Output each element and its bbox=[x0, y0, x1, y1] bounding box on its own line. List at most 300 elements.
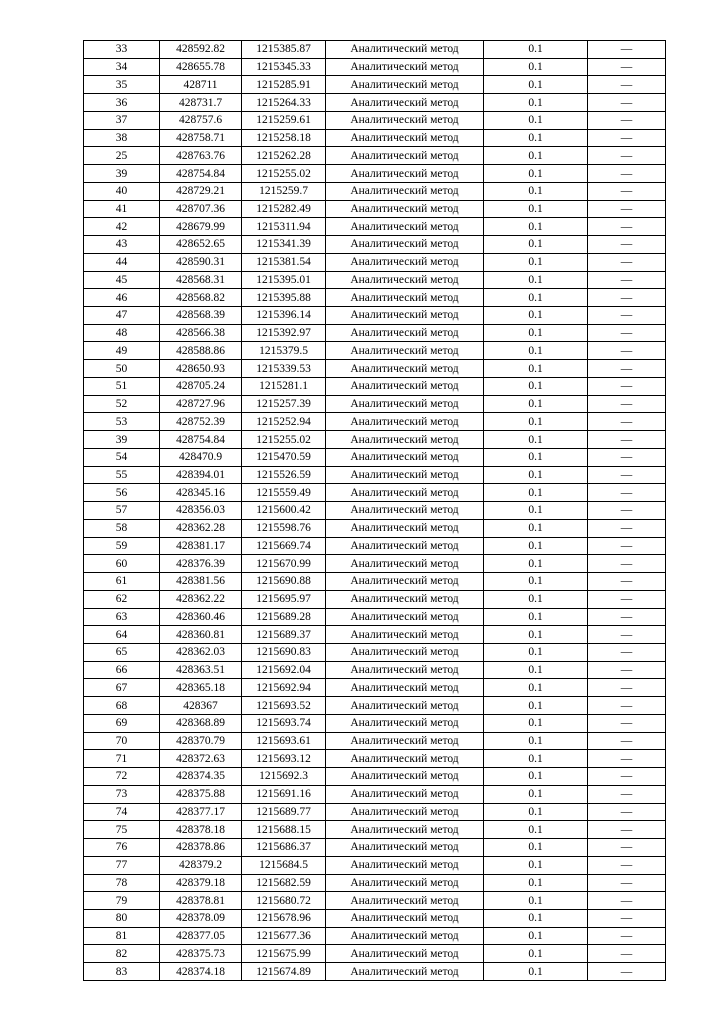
method-cell: Аналитический метод bbox=[326, 732, 484, 750]
description-cell: — bbox=[588, 573, 666, 591]
method-cell: Аналитический метод bbox=[326, 182, 484, 200]
table-row bbox=[84, 785, 666, 803]
table-row bbox=[84, 129, 666, 147]
point-number-cell: 57 bbox=[84, 502, 160, 520]
y-coordinate-cell: 1215598.76 bbox=[242, 519, 326, 537]
method-cell: Аналитический метод bbox=[326, 750, 484, 768]
x-coordinate-cell: 428754.84 bbox=[160, 431, 242, 449]
table-row bbox=[84, 466, 666, 484]
x-coordinate-cell: 428763.76 bbox=[160, 147, 242, 165]
method-cell: Аналитический метод bbox=[326, 76, 484, 94]
description-cell: — bbox=[588, 342, 666, 360]
method-cell: Аналитический метод bbox=[326, 324, 484, 342]
table-row bbox=[84, 626, 666, 644]
point-number-cell: 74 bbox=[84, 803, 160, 821]
point-number-cell: 68 bbox=[84, 697, 160, 715]
description-cell: — bbox=[588, 484, 666, 502]
table-row bbox=[84, 484, 666, 502]
accuracy-cell: 0.1 bbox=[484, 839, 588, 857]
x-coordinate-cell: 428381.56 bbox=[160, 573, 242, 591]
description-cell: — bbox=[588, 271, 666, 289]
point-number-cell: 62 bbox=[84, 590, 160, 608]
accuracy-cell: 0.1 bbox=[484, 448, 588, 466]
table-row bbox=[84, 573, 666, 591]
description-cell: — bbox=[588, 253, 666, 271]
point-number-cell: 80 bbox=[84, 909, 160, 927]
method-cell: Аналитический метод bbox=[326, 626, 484, 644]
point-number-cell: 70 bbox=[84, 732, 160, 750]
point-number-cell: 60 bbox=[84, 555, 160, 573]
y-coordinate-cell: 1215693.12 bbox=[242, 750, 326, 768]
description-cell: — bbox=[588, 377, 666, 395]
x-coordinate-cell: 428375.88 bbox=[160, 785, 242, 803]
accuracy-cell: 0.1 bbox=[484, 307, 588, 325]
method-cell: Аналитический метод bbox=[326, 714, 484, 732]
y-coordinate-cell: 1215395.01 bbox=[242, 271, 326, 289]
coordinates-table-body bbox=[84, 41, 666, 981]
description-cell: — bbox=[588, 785, 666, 803]
table-row bbox=[84, 856, 666, 874]
method-cell: Аналитический метод bbox=[326, 909, 484, 927]
accuracy-cell: 0.1 bbox=[484, 395, 588, 413]
method-cell: Аналитический метод bbox=[326, 307, 484, 325]
table-row bbox=[84, 892, 666, 910]
description-cell: — bbox=[588, 839, 666, 857]
description-cell: — bbox=[588, 360, 666, 378]
accuracy-cell: 0.1 bbox=[484, 626, 588, 644]
y-coordinate-cell: 1215282.49 bbox=[242, 200, 326, 218]
point-number-cell: 25 bbox=[84, 147, 160, 165]
table-row bbox=[84, 307, 666, 325]
description-cell: — bbox=[588, 519, 666, 537]
x-coordinate-cell: 428650.93 bbox=[160, 360, 242, 378]
y-coordinate-cell: 1215381.54 bbox=[242, 253, 326, 271]
x-coordinate-cell: 428729.21 bbox=[160, 182, 242, 200]
x-coordinate-cell: 428568.31 bbox=[160, 271, 242, 289]
x-coordinate-cell: 428375.73 bbox=[160, 945, 242, 963]
description-cell: — bbox=[588, 236, 666, 254]
method-cell: Аналитический метод bbox=[326, 413, 484, 431]
method-cell: Аналитический метод bbox=[326, 236, 484, 254]
description-cell: — bbox=[588, 892, 666, 910]
point-number-cell: 53 bbox=[84, 413, 160, 431]
description-cell: — bbox=[588, 395, 666, 413]
method-cell: Аналитический метод bbox=[326, 342, 484, 360]
y-coordinate-cell: 1215680.72 bbox=[242, 892, 326, 910]
table-row bbox=[84, 697, 666, 715]
x-coordinate-cell: 428379.2 bbox=[160, 856, 242, 874]
table-row bbox=[84, 431, 666, 449]
y-coordinate-cell: 1215341.39 bbox=[242, 236, 326, 254]
description-cell: — bbox=[588, 927, 666, 945]
description-cell: — bbox=[588, 502, 666, 520]
table-row bbox=[84, 147, 666, 165]
y-coordinate-cell: 1215470.59 bbox=[242, 448, 326, 466]
accuracy-cell: 0.1 bbox=[484, 431, 588, 449]
x-coordinate-cell: 428360.46 bbox=[160, 608, 242, 626]
method-cell: Аналитический метод bbox=[326, 41, 484, 59]
x-coordinate-cell: 428377.05 bbox=[160, 927, 242, 945]
table-row bbox=[84, 909, 666, 927]
x-coordinate-cell: 428378.81 bbox=[160, 892, 242, 910]
x-coordinate-cell: 428363.51 bbox=[160, 661, 242, 679]
method-cell: Аналитический метод bbox=[326, 129, 484, 147]
table-row bbox=[84, 821, 666, 839]
method-cell: Аналитический метод bbox=[326, 58, 484, 76]
point-number-cell: 54 bbox=[84, 448, 160, 466]
x-coordinate-cell: 428568.82 bbox=[160, 289, 242, 307]
point-number-cell: 39 bbox=[84, 431, 160, 449]
point-number-cell: 63 bbox=[84, 608, 160, 626]
method-cell: Аналитический метод bbox=[326, 874, 484, 892]
x-coordinate-cell: 428377.17 bbox=[160, 803, 242, 821]
description-cell: — bbox=[588, 626, 666, 644]
y-coordinate-cell: 1215693.52 bbox=[242, 697, 326, 715]
y-coordinate-cell: 1215345.33 bbox=[242, 58, 326, 76]
table-row bbox=[84, 395, 666, 413]
x-coordinate-cell: 428378.09 bbox=[160, 909, 242, 927]
x-coordinate-cell: 428679.99 bbox=[160, 218, 242, 236]
method-cell: Аналитический метод bbox=[326, 803, 484, 821]
description-cell: — bbox=[588, 732, 666, 750]
accuracy-cell: 0.1 bbox=[484, 182, 588, 200]
x-coordinate-cell: 428345.16 bbox=[160, 484, 242, 502]
x-coordinate-cell: 428590.31 bbox=[160, 253, 242, 271]
method-cell: Аналитический метод bbox=[326, 200, 484, 218]
point-number-cell: 66 bbox=[84, 661, 160, 679]
y-coordinate-cell: 1215690.88 bbox=[242, 573, 326, 591]
point-number-cell: 50 bbox=[84, 360, 160, 378]
method-cell: Аналитический метод bbox=[326, 377, 484, 395]
x-coordinate-cell: 428381.17 bbox=[160, 537, 242, 555]
description-cell: — bbox=[588, 963, 666, 981]
point-number-cell: 71 bbox=[84, 750, 160, 768]
y-coordinate-cell: 1215396.14 bbox=[242, 307, 326, 325]
method-cell: Аналитический метод bbox=[326, 892, 484, 910]
point-number-cell: 82 bbox=[84, 945, 160, 963]
y-coordinate-cell: 1215670.99 bbox=[242, 555, 326, 573]
method-cell: Аналитический метод bbox=[326, 856, 484, 874]
point-number-cell: 65 bbox=[84, 643, 160, 661]
x-coordinate-cell: 428379.18 bbox=[160, 874, 242, 892]
method-cell: Аналитический метод bbox=[326, 289, 484, 307]
accuracy-cell: 0.1 bbox=[484, 129, 588, 147]
y-coordinate-cell: 1215255.02 bbox=[242, 165, 326, 183]
point-number-cell: 67 bbox=[84, 679, 160, 697]
accuracy-cell: 0.1 bbox=[484, 803, 588, 821]
point-number-cell: 59 bbox=[84, 537, 160, 555]
y-coordinate-cell: 1215692.94 bbox=[242, 679, 326, 697]
accuracy-cell: 0.1 bbox=[484, 927, 588, 945]
method-cell: Аналитический метод bbox=[326, 94, 484, 112]
accuracy-cell: 0.1 bbox=[484, 874, 588, 892]
y-coordinate-cell: 1215695.97 bbox=[242, 590, 326, 608]
y-coordinate-cell: 1215285.91 bbox=[242, 76, 326, 94]
point-number-cell: 81 bbox=[84, 927, 160, 945]
accuracy-cell: 0.1 bbox=[484, 342, 588, 360]
accuracy-cell: 0.1 bbox=[484, 324, 588, 342]
accuracy-cell: 0.1 bbox=[484, 537, 588, 555]
x-coordinate-cell: 428566.38 bbox=[160, 324, 242, 342]
accuracy-cell: 0.1 bbox=[484, 945, 588, 963]
method-cell: Аналитический метод bbox=[326, 448, 484, 466]
description-cell: — bbox=[588, 200, 666, 218]
table-row bbox=[84, 590, 666, 608]
accuracy-cell: 0.1 bbox=[484, 590, 588, 608]
y-coordinate-cell: 1215311.94 bbox=[242, 218, 326, 236]
x-coordinate-cell: 428592.82 bbox=[160, 41, 242, 59]
y-coordinate-cell: 1215600.42 bbox=[242, 502, 326, 520]
method-cell: Аналитический метод bbox=[326, 821, 484, 839]
table-row bbox=[84, 732, 666, 750]
y-coordinate-cell: 1215689.37 bbox=[242, 626, 326, 644]
x-coordinate-cell: 428367 bbox=[160, 697, 242, 715]
x-coordinate-cell: 428588.86 bbox=[160, 342, 242, 360]
description-cell: — bbox=[588, 537, 666, 555]
x-coordinate-cell: 428365.18 bbox=[160, 679, 242, 697]
x-coordinate-cell: 428652.65 bbox=[160, 236, 242, 254]
x-coordinate-cell: 428707.36 bbox=[160, 200, 242, 218]
x-coordinate-cell: 428372.63 bbox=[160, 750, 242, 768]
description-cell: — bbox=[588, 129, 666, 147]
x-coordinate-cell: 428376.39 bbox=[160, 555, 242, 573]
description-cell: — bbox=[588, 714, 666, 732]
method-cell: Аналитический метод bbox=[326, 253, 484, 271]
accuracy-cell: 0.1 bbox=[484, 484, 588, 502]
table-row bbox=[84, 342, 666, 360]
table-row bbox=[84, 945, 666, 963]
method-cell: Аналитический метод bbox=[326, 218, 484, 236]
y-coordinate-cell: 1215690.83 bbox=[242, 643, 326, 661]
x-coordinate-cell: 428757.6 bbox=[160, 111, 242, 129]
x-coordinate-cell: 428360.81 bbox=[160, 626, 242, 644]
table-row bbox=[84, 519, 666, 537]
accuracy-cell: 0.1 bbox=[484, 679, 588, 697]
method-cell: Аналитический метод bbox=[326, 963, 484, 981]
description-cell: — bbox=[588, 448, 666, 466]
method-cell: Аналитический метод bbox=[326, 502, 484, 520]
y-coordinate-cell: 1215379.5 bbox=[242, 342, 326, 360]
table-row bbox=[84, 661, 666, 679]
table-row bbox=[84, 643, 666, 661]
table-row bbox=[84, 803, 666, 821]
accuracy-cell: 0.1 bbox=[484, 697, 588, 715]
y-coordinate-cell: 1215262.28 bbox=[242, 147, 326, 165]
description-cell: — bbox=[588, 94, 666, 112]
x-coordinate-cell: 428394.01 bbox=[160, 466, 242, 484]
x-coordinate-cell: 428378.18 bbox=[160, 821, 242, 839]
y-coordinate-cell: 1215258.18 bbox=[242, 129, 326, 147]
point-number-cell: 64 bbox=[84, 626, 160, 644]
accuracy-cell: 0.1 bbox=[484, 360, 588, 378]
description-cell: — bbox=[588, 661, 666, 679]
x-coordinate-cell: 428705.24 bbox=[160, 377, 242, 395]
coordinates-table bbox=[83, 40, 666, 981]
point-number-cell: 48 bbox=[84, 324, 160, 342]
y-coordinate-cell: 1215678.96 bbox=[242, 909, 326, 927]
y-coordinate-cell: 1215339.53 bbox=[242, 360, 326, 378]
y-coordinate-cell: 1215686.37 bbox=[242, 839, 326, 857]
table-row bbox=[84, 714, 666, 732]
method-cell: Аналитический метод bbox=[326, 573, 484, 591]
point-number-cell: 34 bbox=[84, 58, 160, 76]
method-cell: Аналитический метод bbox=[326, 661, 484, 679]
x-coordinate-cell: 428368.89 bbox=[160, 714, 242, 732]
method-cell: Аналитический метод bbox=[326, 395, 484, 413]
x-coordinate-cell: 428374.35 bbox=[160, 768, 242, 786]
table-row bbox=[84, 236, 666, 254]
point-number-cell: 58 bbox=[84, 519, 160, 537]
description-cell: — bbox=[588, 945, 666, 963]
table-row bbox=[84, 839, 666, 857]
accuracy-cell: 0.1 bbox=[484, 555, 588, 573]
description-cell: — bbox=[588, 555, 666, 573]
accuracy-cell: 0.1 bbox=[484, 253, 588, 271]
table-row bbox=[84, 165, 666, 183]
accuracy-cell: 0.1 bbox=[484, 413, 588, 431]
x-coordinate-cell: 428568.39 bbox=[160, 307, 242, 325]
method-cell: Аналитический метод bbox=[326, 111, 484, 129]
description-cell: — bbox=[588, 608, 666, 626]
accuracy-cell: 0.1 bbox=[484, 519, 588, 537]
point-number-cell: 72 bbox=[84, 768, 160, 786]
x-coordinate-cell: 428378.86 bbox=[160, 839, 242, 857]
accuracy-cell: 0.1 bbox=[484, 892, 588, 910]
accuracy-cell: 0.1 bbox=[484, 750, 588, 768]
y-coordinate-cell: 1215526.59 bbox=[242, 466, 326, 484]
y-coordinate-cell: 1215264.33 bbox=[242, 94, 326, 112]
table-row bbox=[84, 76, 666, 94]
point-number-cell: 51 bbox=[84, 377, 160, 395]
method-cell: Аналитический метод bbox=[326, 643, 484, 661]
method-cell: Аналитический метод bbox=[326, 147, 484, 165]
table-row bbox=[84, 768, 666, 786]
method-cell: Аналитический метод bbox=[326, 537, 484, 555]
table-row bbox=[84, 253, 666, 271]
x-coordinate-cell: 428362.22 bbox=[160, 590, 242, 608]
accuracy-cell: 0.1 bbox=[484, 76, 588, 94]
table-row bbox=[84, 377, 666, 395]
accuracy-cell: 0.1 bbox=[484, 732, 588, 750]
point-number-cell: 33 bbox=[84, 41, 160, 59]
point-number-cell: 36 bbox=[84, 94, 160, 112]
x-coordinate-cell: 428711 bbox=[160, 76, 242, 94]
table-row bbox=[84, 271, 666, 289]
description-cell: — bbox=[588, 909, 666, 927]
description-cell: — bbox=[588, 431, 666, 449]
x-coordinate-cell: 428731.7 bbox=[160, 94, 242, 112]
accuracy-cell: 0.1 bbox=[484, 289, 588, 307]
y-coordinate-cell: 1215677.36 bbox=[242, 927, 326, 945]
accuracy-cell: 0.1 bbox=[484, 502, 588, 520]
description-cell: — bbox=[588, 289, 666, 307]
x-coordinate-cell: 428758.71 bbox=[160, 129, 242, 147]
method-cell: Аналитический метод bbox=[326, 590, 484, 608]
accuracy-cell: 0.1 bbox=[484, 573, 588, 591]
accuracy-cell: 0.1 bbox=[484, 41, 588, 59]
description-cell: — bbox=[588, 111, 666, 129]
accuracy-cell: 0.1 bbox=[484, 714, 588, 732]
point-number-cell: 73 bbox=[84, 785, 160, 803]
table-row bbox=[84, 94, 666, 112]
accuracy-cell: 0.1 bbox=[484, 94, 588, 112]
y-coordinate-cell: 1215689.77 bbox=[242, 803, 326, 821]
y-coordinate-cell: 1215559.49 bbox=[242, 484, 326, 502]
description-cell: — bbox=[588, 466, 666, 484]
accuracy-cell: 0.1 bbox=[484, 200, 588, 218]
method-cell: Аналитический метод bbox=[326, 697, 484, 715]
description-cell: — bbox=[588, 147, 666, 165]
table-row bbox=[84, 58, 666, 76]
point-number-cell: 56 bbox=[84, 484, 160, 502]
y-coordinate-cell: 1215689.28 bbox=[242, 608, 326, 626]
method-cell: Аналитический метод bbox=[326, 945, 484, 963]
description-cell: — bbox=[588, 874, 666, 892]
description-cell: — bbox=[588, 590, 666, 608]
point-number-cell: 41 bbox=[84, 200, 160, 218]
point-number-cell: 47 bbox=[84, 307, 160, 325]
x-coordinate-cell: 428470.9 bbox=[160, 448, 242, 466]
y-coordinate-cell: 1215669.74 bbox=[242, 537, 326, 555]
method-cell: Аналитический метод bbox=[326, 484, 484, 502]
y-coordinate-cell: 1215259.61 bbox=[242, 111, 326, 129]
accuracy-cell: 0.1 bbox=[484, 643, 588, 661]
table-row bbox=[84, 750, 666, 768]
table-row bbox=[84, 679, 666, 697]
point-number-cell: 43 bbox=[84, 236, 160, 254]
method-cell: Аналитический метод bbox=[326, 785, 484, 803]
method-cell: Аналитический метод bbox=[326, 466, 484, 484]
accuracy-cell: 0.1 bbox=[484, 768, 588, 786]
accuracy-cell: 0.1 bbox=[484, 821, 588, 839]
method-cell: Аналитический метод bbox=[326, 165, 484, 183]
accuracy-cell: 0.1 bbox=[484, 377, 588, 395]
accuracy-cell: 0.1 bbox=[484, 111, 588, 129]
point-number-cell: 35 bbox=[84, 76, 160, 94]
point-number-cell: 42 bbox=[84, 218, 160, 236]
x-coordinate-cell: 428356.03 bbox=[160, 502, 242, 520]
method-cell: Аналитический метод bbox=[326, 927, 484, 945]
point-number-cell: 44 bbox=[84, 253, 160, 271]
point-number-cell: 83 bbox=[84, 963, 160, 981]
table-row bbox=[84, 448, 666, 466]
y-coordinate-cell: 1215688.15 bbox=[242, 821, 326, 839]
y-coordinate-cell: 1215693.74 bbox=[242, 714, 326, 732]
y-coordinate-cell: 1215684.5 bbox=[242, 856, 326, 874]
accuracy-cell: 0.1 bbox=[484, 165, 588, 183]
y-coordinate-cell: 1215385.87 bbox=[242, 41, 326, 59]
point-number-cell: 61 bbox=[84, 573, 160, 591]
x-coordinate-cell: 428752.39 bbox=[160, 413, 242, 431]
point-number-cell: 40 bbox=[84, 182, 160, 200]
description-cell: — bbox=[588, 750, 666, 768]
y-coordinate-cell: 1215281.1 bbox=[242, 377, 326, 395]
method-cell: Аналитический метод bbox=[326, 360, 484, 378]
description-cell: — bbox=[588, 182, 666, 200]
point-number-cell: 79 bbox=[84, 892, 160, 910]
table-row bbox=[84, 182, 666, 200]
description-cell: — bbox=[588, 165, 666, 183]
description-cell: — bbox=[588, 697, 666, 715]
y-coordinate-cell: 1215674.89 bbox=[242, 963, 326, 981]
accuracy-cell: 0.1 bbox=[484, 608, 588, 626]
method-cell: Аналитический метод bbox=[326, 679, 484, 697]
method-cell: Аналитический метод bbox=[326, 608, 484, 626]
x-coordinate-cell: 428754.84 bbox=[160, 165, 242, 183]
y-coordinate-cell: 1215255.02 bbox=[242, 431, 326, 449]
method-cell: Аналитический метод bbox=[326, 271, 484, 289]
description-cell: — bbox=[588, 856, 666, 874]
